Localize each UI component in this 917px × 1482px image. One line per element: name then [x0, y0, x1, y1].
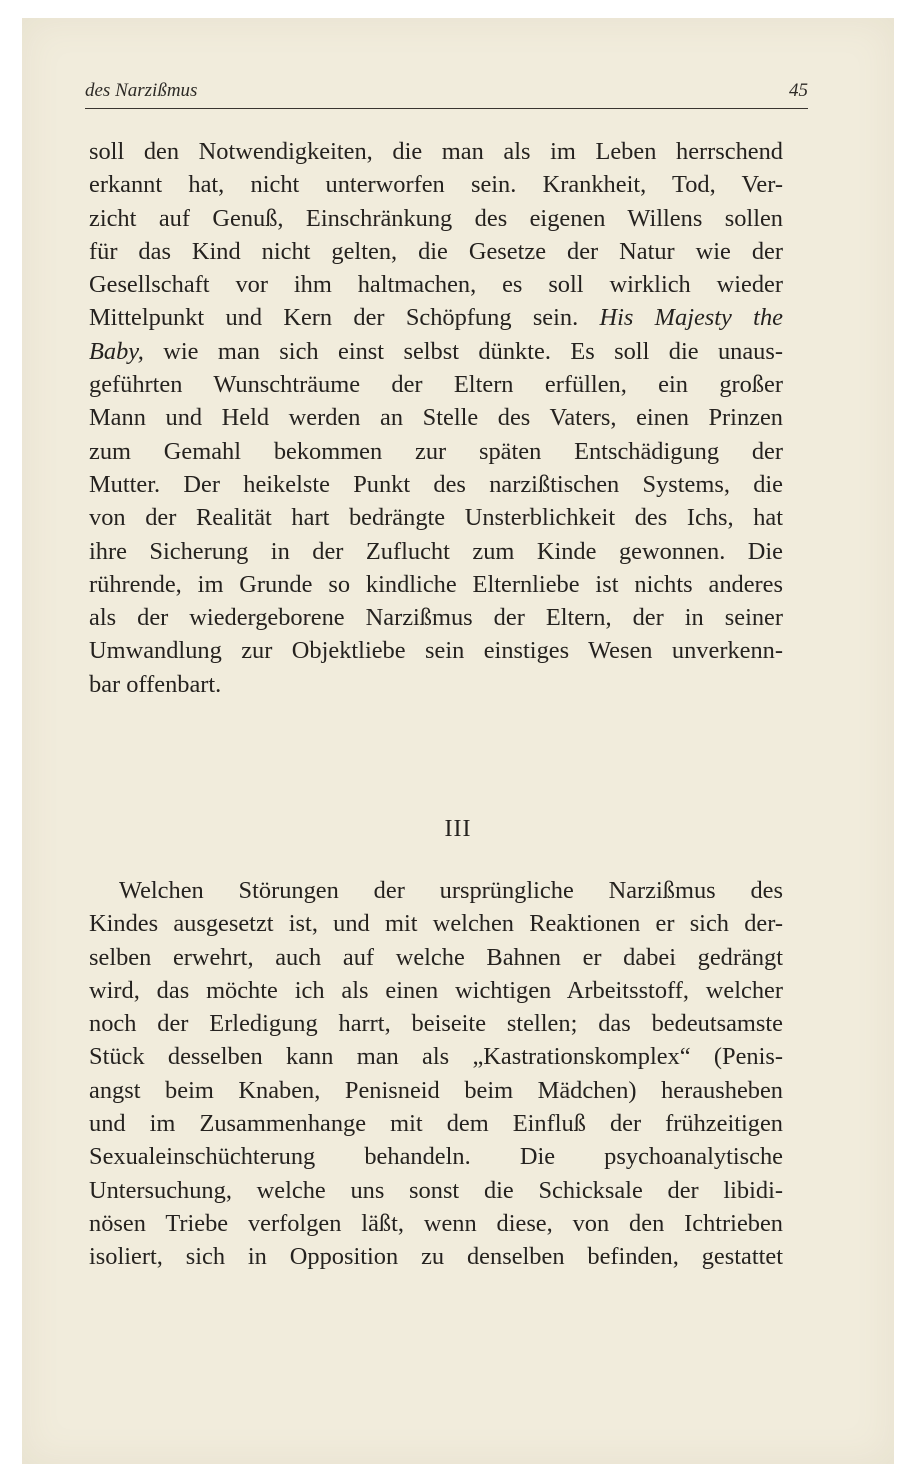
- text-line: als der wiedergeborene Narzißmus der Eltern, der in seiner: [89, 604, 783, 632]
- text-line: geführten Wunschträume der Eltern erfüllen, ein großer: [89, 371, 783, 399]
- text-span: wie man sich einst selbst dünkte. Es soll die unaus-: [163, 337, 783, 365]
- running-head: [85, 76, 808, 109]
- text-line: Mann und Held werden an Stelle des Vaters, einen Prinzen: [89, 404, 783, 432]
- text-line: erkannt hat, nicht unterworfen sein. Krankheit, Tod, Ver-: [89, 171, 783, 199]
- text-line: zum Gemahl bekommen zur späten Entschädigung der: [89, 437, 783, 465]
- paragraph-1: [89, 135, 783, 701]
- text-line: selben erwehrt, auch auf welche Bahnen er dabei gedrängt: [89, 943, 783, 971]
- italic-word: Baby,: [89, 337, 144, 365]
- text-line: angst beim Knaben, Penisneid beim Mädchen) herausheben: [89, 1076, 783, 1104]
- page-number: 45: [789, 80, 808, 101]
- text-line: rührende, im Grunde so kindliche Elternliebe ist nichts anderes: [89, 570, 783, 598]
- book-page: [22, 18, 894, 1464]
- italic-phrase: His Majesty the: [599, 304, 783, 332]
- text-line: Umwandlung zur Objektliebe sein einstiges Wesen unverkenn-: [89, 637, 783, 665]
- text-line: ihre Sicherung in der Zuflucht zum Kinde gewonnen. Die: [89, 537, 783, 565]
- text-line: Kindes ausgesetzt ist, und mit welchen Reaktionen er sich der-: [89, 910, 783, 938]
- text-line: Mutter. Der heikelste Punkt des narzißtischen Systems, die: [89, 470, 783, 498]
- text-line: noch der Erledigung harrt, beiseite stellen; das bedeutsamste: [89, 1010, 783, 1038]
- text-line: isoliert, sich in Opposition zu denselben befinden, gestattet: [89, 1243, 783, 1271]
- text-line: Sexualeinschüchterung behandeln. Die psychoanalytische: [89, 1143, 783, 1171]
- text-line: [89, 335, 783, 368]
- section-heading: III: [444, 816, 472, 842]
- paragraph-2: [89, 874, 783, 1274]
- text-line: soll den Notwendigkeiten, die man als im Leben herrschend: [89, 138, 783, 165]
- text-line: nösen Triebe verfolgen läßt, wenn diese, von den Ichtrieben: [89, 1209, 783, 1237]
- running-head-title: des Narzißmus: [85, 80, 198, 101]
- text-line: von der Realität hart bedrängte Unsterblichkeit des Ichs, hat: [89, 504, 783, 532]
- text-line: Welchen Störungen der ursprüngliche Narzißmus des: [119, 877, 783, 904]
- text-line: bar offenbart.: [89, 670, 222, 698]
- text-line: Stück desselben kann man als „Kastrationskomplex“ (Penis-: [89, 1043, 783, 1071]
- text-line: Untersuchung, welche uns sonst die Schicksale der libidi-: [89, 1176, 783, 1204]
- text-line: für das Kind nicht gelten, die Gesetze der Natur wie der: [89, 237, 783, 265]
- text-line: Gesellschaft vor ihm haltmachen, es soll wirklich wieder: [89, 271, 783, 299]
- text-span: Mittelpunkt und Kern der Schöpfung sein.: [89, 304, 579, 332]
- text-line: [89, 301, 783, 334]
- text-line: wird, das möchte ich als einen wichtigen Arbeitsstoff, welcher: [89, 976, 783, 1004]
- text-line: und im Zusammenhange mit dem Einfluß der frühzeitigen: [89, 1110, 783, 1138]
- text-line: zicht auf Genuß, Einschränkung des eigenen Willens sollen: [89, 204, 783, 232]
